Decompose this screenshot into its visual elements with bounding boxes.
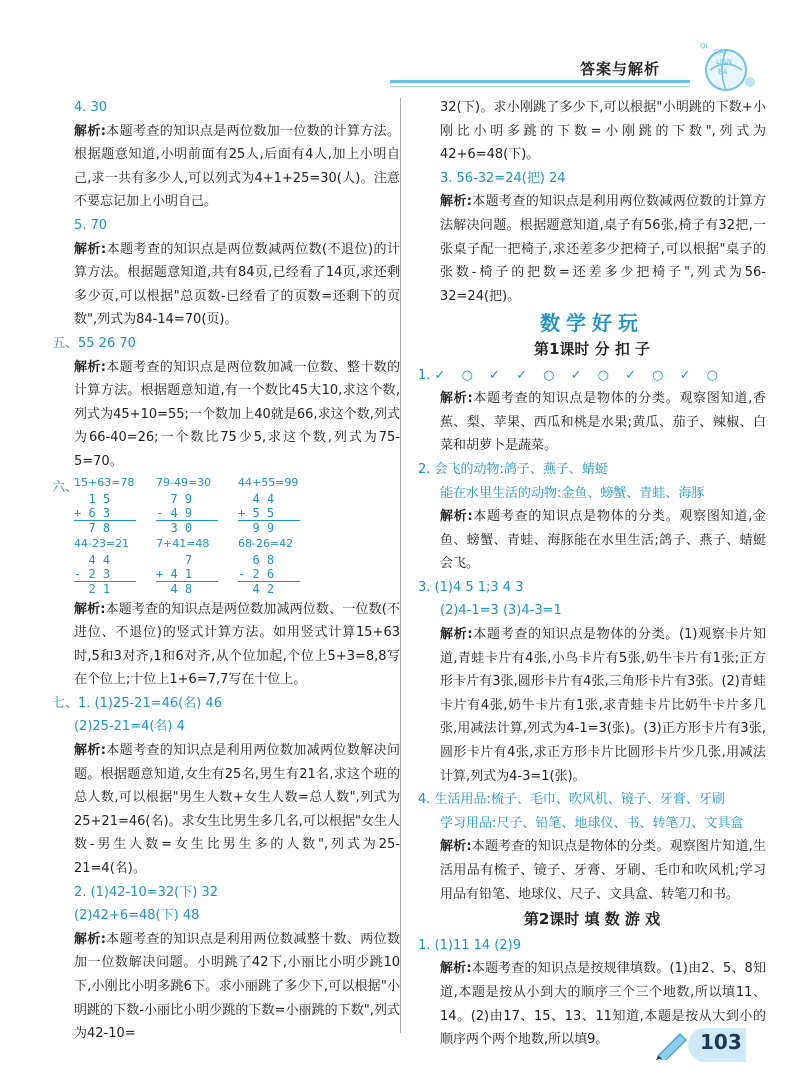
header-title: 答案与解析	[580, 60, 661, 78]
vertical-calc: 7+41=48 7 + 4 1 4 8	[156, 537, 218, 596]
q3-answer: 3. 56-32=24(把) 24	[440, 170, 566, 186]
calc-row-1	[52, 476, 400, 535]
s7-answer-2: (2)25-21=4(名) 4	[74, 719, 185, 735]
s7-explanation-1: 解析:本题考查的知识点是利用两位数加减两位数解决问题。根据题意知道,女生有25名,男生有21名,求这个班的总人数,可以根据"男生人数+女生人数=总人数",列式为25+21=46(名)。求女生比男生多几名,可以根据"女生人数-男生人数=女生比男生多的人数",列式为25-21=4(名)。	[74, 743, 400, 877]
logo-text-2: CAI	[714, 48, 726, 56]
logo-text-3: LIAN	[716, 58, 732, 66]
l1-q3-answer-1: 3. (1)4 5 1;3 4 3	[418, 579, 524, 595]
column-divider	[400, 98, 401, 1033]
vertical-calc: 79-49=30 7 9 - 4 9 3 0	[156, 476, 218, 535]
s7-answer-4: (2)42+6=48(下) 48	[74, 908, 200, 924]
header-rule	[390, 80, 690, 83]
l1-q4-answer-2: 学习用品:尺子、铅笔、地球仪、书、转笔刀、文具盒	[440, 815, 744, 831]
globe-logo-icon	[680, 30, 760, 100]
l1-q2-explanation: 解析:本题考查的知识点是物体的分类。观察图知道,金鱼、螃蟹、青蛙、海豚能在水里生活;鸽子、燕子、蜻蜓会飞。	[440, 509, 766, 572]
l2-q1-explanation: 解析:本题考查的知识点是按规律填数。(1)由2、5、8知道,本题是按从小到大的顺序三个三个地数,所以填11、14。(2)由17、15、13、11知道,本题是按从大到小的顺序两个两个地数,所以填9。	[440, 961, 767, 1048]
vertical-calc: 44+55=99 4 4 + 5 5 9 9	[238, 475, 299, 535]
vertical-calc: 15+63=78 1 5 + 6 3 7 8	[74, 475, 135, 535]
lesson-2-title: 第2课时 填 数 游 戏	[523, 910, 661, 929]
header-rule-thin	[390, 86, 690, 87]
s6-block	[52, 476, 400, 596]
page-number: 103	[700, 1030, 742, 1054]
left-column	[52, 96, 400, 1046]
logo-text-4: BA	[718, 68, 728, 76]
l2-q1-answer: 1. (1)11 14 (2)9	[418, 937, 521, 953]
q5-explanation: 解析:本题考查的知识点是两位数减两位数(不退位)的计算方法。根据题意知道,共有84页,已经看了14页,求还剩多少页,可以根据"总页数-已经看了的页数=还剩下的页数",列式为84-14=70(页)。	[74, 241, 400, 328]
s6-explanation: 解析:本题考查的知识点是两位数加减两位数、一位数(不进位、不退位)的竖式计算方法。如用竖式计算15+63时,5和3对齐,1和6对齐,从个位加起,个位上5+3=8,8写在个位上;十位上1+6=7,7写在十位上。	[74, 601, 400, 688]
continued-explanation: 32(下)。求小刚跳了多少下,可以根据"小明跳的下数+小刚比小明多跳的下数=小刚跳的下数",列式为42+6=48(下)。	[440, 100, 766, 163]
s5-explanation: 解析:本题考查的知识点是两位数加减一位数、整十数的计算方法。根据题意知道,有一个数比45大10,求这个数,列式为45+10=55;一个数加上40就是66,求这个数,列式为66-40=26;一个数比75少5,求这个数,列式为75-5=70。	[74, 359, 400, 469]
calc-row-2	[52, 537, 400, 596]
l1-q2-answer-1: 2. 会飞的动物:鸽子、燕子、蜻蜓	[418, 461, 608, 477]
q4-answer: 4. 30	[74, 100, 108, 115]
l1-q1-answer: 1. ✓ ○ ✓ ✓ ○ ✓ ○ ✓ ○ ✓ ○	[418, 367, 724, 383]
s7-explanation-2: 解析:本题考查的知识点是利用两位数减整十数、两位数加一位数解决问题。小明跳了42下,小丽比小明少跳10下,小刚比小明多跳6下。求小丽跳了多少下,可以根据"小明跳的下数-小丽比小明少跳的下数=小丽跳的下数",列式为42-10=	[74, 931, 400, 1042]
q5-answer: 5. 70	[74, 217, 108, 233]
section-title: 数学好玩	[540, 311, 644, 336]
q3-explanation: 解析:本题考查的知识点是利用两位数减两位数的计算方法解决问题。根据题意知道,桌子有56张,椅子有32把,一张桌子配一把椅子,求还差多少把椅子,可以根据"桌子的张数-椅子的把数=还差多少把椅子",列式为56-32=24(把)。	[440, 194, 766, 304]
q4-explanation: 解析:本题考查的知识点是两位数加一位数的计算方法。根据题意知道,小明前面有25人,后面有4人,加上小明自己,求一共有多少人,可以列式为4+1+25=30(人)。注意不要忘记加上小明自己。	[74, 123, 400, 210]
pencil-icon	[654, 1030, 690, 1060]
s7-answer-1: 七、1. (1)25-21=46(名) 46	[52, 695, 222, 711]
l1-q1-explanation: 解析:本题考查的知识点是物体的分类。观察图知道,香蕉、梨、苹果、西瓜和桃是水果;黄瓜、茄子、辣椒、白菜和胡萝卜是蔬菜。	[440, 391, 766, 454]
vertical-calc: 44-23=21 4 4 - 2 3 2 1	[74, 537, 136, 596]
vertical-calc: 68-26=42 6 8 - 2 6 4 2	[238, 537, 300, 596]
l1-q3-explanation: 解析:本题考查的知识点是物体的分类。(1)观察卡片知道,青蛙卡片有4张,小鸟卡片有5张,奶牛卡片有1张;正方形卡片有3张,圆形卡片有4张,三角形卡片有3张。(2)青蛙卡片有4张,奶牛卡片有1张,求青蛙卡片比奶牛卡片多几张,用减法计算,列式为4-1=3(张)。(3)正方形卡片有3张,圆形卡片有4张,求正方形卡片比圆形卡片少几张,用减法计算,列式为4-3=1(张)。	[440, 627, 766, 784]
l1-q2-answer-2: 能在水里生活的动物:金鱼、螃蟹、青蛙、海豚	[440, 485, 705, 501]
s5-answer: 五、55 26 70	[52, 335, 136, 351]
l1-q3-answer-2: (2)4-1=3 (3)4-3=1	[440, 603, 562, 619]
logo-text-1: QI	[700, 42, 708, 50]
s6-label: 六、	[52, 479, 79, 495]
s7-answer-3: 2. (1)42-10=32(下) 32	[74, 884, 218, 900]
l1-q4-answer-1: 4. 生活用品:梳子、毛巾、吹风机、镜子、牙膏、牙刷	[418, 792, 725, 808]
right-column	[418, 96, 766, 1052]
lesson-1-title: 第1课时 分 扣 子	[533, 339, 651, 358]
l1-q4-explanation: 解析:本题考查的知识点是物体的分类。观察图片知道,生活用品有梳子、镜子、牙膏、牙刷、毛巾和吹风机;学习用品有铅笔、地球仪、尺子、文具盒、转笔刀和书。	[440, 839, 766, 902]
